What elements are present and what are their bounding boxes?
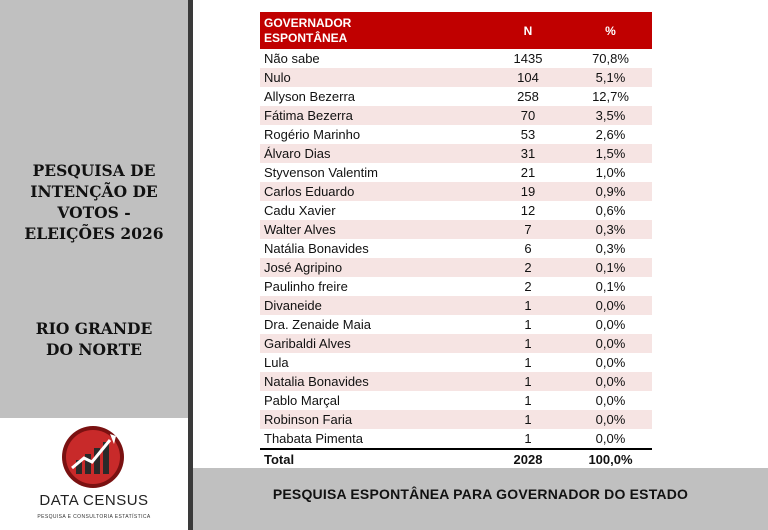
vote-count: 6 [487,239,569,258]
total-row [260,449,652,469]
vote-count: 1 [487,315,569,334]
vote-percent: 5,1% [569,68,652,87]
candidate-name: Nulo [260,68,487,87]
vote-percent: 70,8% [569,49,652,68]
vote-count: 53 [487,125,569,144]
vote-percent: 1,5% [569,144,652,163]
state-name-line: DO NORTE [46,340,142,359]
candidate-name: Allyson Bezerra [260,87,487,106]
vote-percent: 2,6% [569,125,652,144]
candidate-name: Álvaro Dias [260,144,487,163]
vote-count: 1 [487,372,569,391]
table-row [260,296,652,315]
table-row [260,49,652,68]
vote-percent: 0,1% [569,258,652,277]
vote-percent: 12,7% [569,87,652,106]
vote-count: 7 [487,220,569,239]
total-count: 2028 [487,449,569,469]
survey-title-line: VOTOS - [57,203,131,222]
table-row [260,239,652,258]
candidate-name: Pablo Marçal [260,391,487,410]
vote-percent: 0,0% [569,391,652,410]
candidate-name: Não sabe [260,49,487,68]
vote-count: 1 [487,391,569,410]
state-name-line: RIO GRANDE [35,319,153,338]
survey-title [0,160,188,244]
vote-count: 104 [487,68,569,87]
vote-count: 1 [487,410,569,429]
vote-percent: 1,0% [569,163,652,182]
candidate-name: Natalia Bonavides [260,372,487,391]
logo-name: DATA CENSUS [39,492,149,509]
table-header-row [260,12,652,49]
candidate-name: Garibaldi Alves [260,334,487,353]
bar-chart-arrow-icon [60,424,126,490]
vote-percent: 0,6% [569,201,652,220]
table-row [260,277,652,296]
candidate-name: Walter Alves [260,220,487,239]
vote-count: 70 [487,106,569,125]
vote-count: 31 [487,144,569,163]
candidate-name: Rogério Marinho [260,125,487,144]
footer-banner [193,468,768,530]
candidate-name: Dra. Zenaide Maia [260,315,487,334]
candidate-name: Styvenson Valentim [260,163,487,182]
header-percent: % [569,12,652,49]
vote-percent: 0,1% [569,277,652,296]
total-percent: 100,0% [569,449,652,469]
vote-count: 2 [487,258,569,277]
candidate-name: Natália Bonavides [260,239,487,258]
vote-count: 1435 [487,49,569,68]
vote-count: 21 [487,163,569,182]
vote-percent: 3,5% [569,106,652,125]
candidate-name: Robinson Faria [260,410,487,429]
survey-title-line: PESQUISA DE [32,161,156,180]
table-row [260,410,652,429]
survey-title-line: ELEIÇÕES 2026 [24,224,164,243]
logo-tagline: PESQUISA E CONSULTORIA ESTATÍSTICA [37,514,151,520]
vote-count: 2 [487,277,569,296]
table-row [260,87,652,106]
table-row [260,220,652,239]
vote-percent: 0,0% [569,315,652,334]
vote-percent: 0,0% [569,429,652,449]
vote-count: 1 [487,429,569,449]
vote-percent: 0,0% [569,372,652,391]
vote-count: 1 [487,334,569,353]
vote-count: 258 [487,87,569,106]
table-row [260,106,652,125]
footer-caption: PESQUISA ESPONTÂNEA PARA GOVERNADOR DO ESTADO [272,486,689,502]
vote-percent: 0,9% [569,182,652,201]
table-row [260,163,652,182]
table-row [260,334,652,353]
vote-percent: 0,3% [569,239,652,258]
candidate-name: Carlos Eduardo [260,182,487,201]
candidate-name: Thabata Pimenta [260,429,487,449]
logo [0,418,188,530]
table-row [260,125,652,144]
header-count: N [487,12,569,49]
table-row [260,372,652,391]
vertical-divider [188,0,193,530]
vote-count: 1 [487,296,569,315]
survey-title-line: INTENÇÃO DE [30,182,158,201]
results-table-container [260,12,652,470]
vote-percent: 0,0% [569,296,652,315]
table-row [260,391,652,410]
header-candidate [260,12,487,49]
candidate-name: Fátima Bezerra [260,106,487,125]
results-table [260,12,652,470]
table-row [260,258,652,277]
state-name [0,318,188,360]
candidate-name: José Agripino [260,258,487,277]
vote-percent: 0,0% [569,410,652,429]
header-candidate-line: GOVERNADOR [264,15,352,30]
table-row [260,201,652,220]
vote-count: 19 [487,182,569,201]
candidate-name: Divaneide [260,296,487,315]
candidate-name: Cadu Xavier [260,201,487,220]
vote-percent: 0,0% [569,334,652,353]
table-row [260,68,652,87]
vote-count: 12 [487,201,569,220]
vote-percent: 0,3% [569,220,652,239]
vote-percent: 0,0% [569,353,652,372]
header-candidate-line: ESPONTÂNEA [264,30,348,45]
table-row [260,429,652,449]
table-row [260,144,652,163]
vote-count: 1 [487,353,569,372]
table-row [260,315,652,334]
table-row [260,353,652,372]
table-row [260,182,652,201]
candidate-name: Paulinho freire [260,277,487,296]
total-label: Total [260,449,487,469]
candidate-name: Lula [260,353,487,372]
